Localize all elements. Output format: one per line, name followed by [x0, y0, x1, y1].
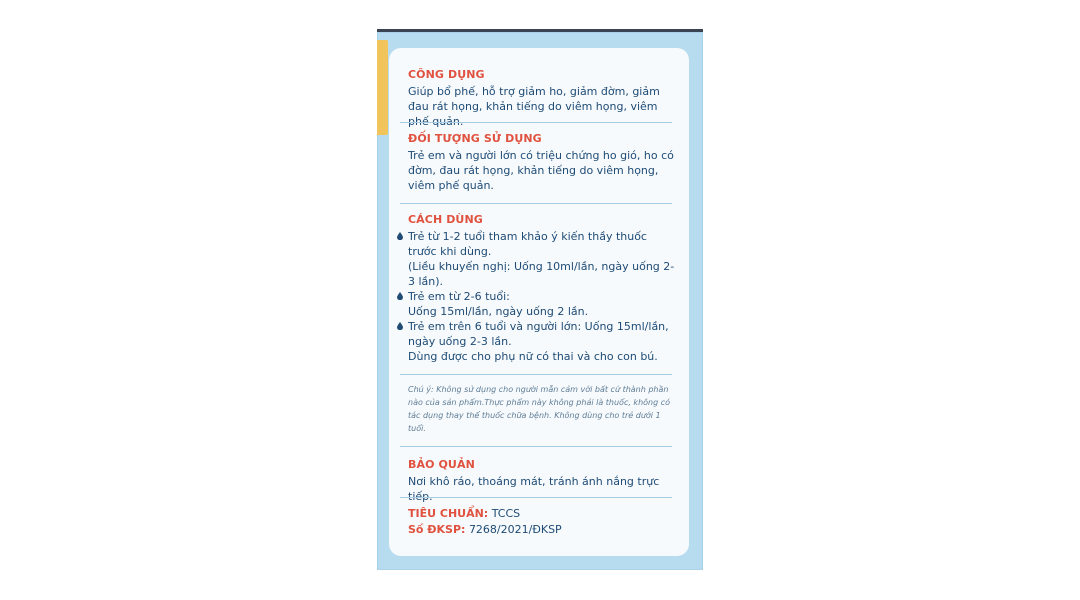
- water-drop-icon: [397, 292, 403, 300]
- uses-heading: CÔNG DỤNG: [408, 68, 485, 81]
- registration-value: 7268/2021/ĐKSP: [468, 523, 562, 536]
- spec-section: [408, 506, 676, 538]
- usage-item1-line1: Trẻ từ 1-2 tuổi tham khảo ý kiến thầy thuốc trước khi dùng.: [408, 230, 647, 258]
- water-drop-icon: [397, 322, 403, 330]
- registration-label: Số ĐKSP:: [408, 523, 466, 536]
- standard-line: [408, 506, 676, 522]
- usage-list: [408, 229, 676, 364]
- target-section: [408, 132, 676, 193]
- usage-item3-line1: Trẻ em trên 6 tuổi và người lớn: Uống 15ml/lần, ngày uống 2-3 lần.: [408, 320, 669, 348]
- divider: [400, 497, 672, 498]
- storage-heading: BẢO QUẢN: [408, 458, 475, 471]
- usage-item: [408, 289, 676, 319]
- caution-note: Chú ý: Không sử dụng cho người mẫn cảm với bất cứ thành phần nào của sản phẩm.Thực phẩm này không phải là thuốc, không có tác dụng thay thế thuốc chữa bệnh. Không dùng cho trẻ dưới 1 tuổi.: [408, 385, 671, 433]
- usage-item2-line2: Uống 15ml/lần, ngày uống 2 lần.: [408, 305, 589, 318]
- usage-heading: CÁCH DÙNG: [408, 213, 483, 226]
- registration-line: [408, 522, 676, 538]
- target-heading: ĐỐI TƯỢNG SỬ DỤNG: [408, 132, 542, 145]
- usage-item2-line1: Trẻ em từ 2-6 tuổi:: [408, 290, 510, 303]
- usage-item: [408, 229, 676, 289]
- divider: [400, 203, 672, 204]
- usage-item1-line2: (Liều khuyến nghị: Uống 10ml/lần, ngày uống 2-3 lần).: [408, 260, 675, 288]
- standard-label: TIÊU CHUẨN:: [408, 507, 489, 520]
- uses-section: [408, 68, 676, 129]
- uses-text: Giúp bổ phế, hỗ trợ giảm ho, giảm đờm, giảm đau rát họng, khản tiếng do viêm họng, viêm phế quản.: [408, 85, 660, 128]
- usage-item3-line2: Dùng được cho phụ nữ có thai và cho con bú.: [408, 350, 658, 363]
- standard-value: TCCS: [491, 507, 521, 520]
- divider: [400, 374, 672, 375]
- divider: [400, 446, 672, 447]
- divider: [400, 122, 672, 123]
- target-text: Trẻ em và người lớn có triệu chứng ho gió, ho có đờm, đau rát họng, khản tiếng do viêm họng, viêm phế quản.: [408, 149, 674, 192]
- usage-section: [408, 213, 676, 364]
- yellow-edge-strip: [377, 40, 388, 135]
- usage-item: [408, 319, 676, 364]
- storage-text: Nơi khô ráo, thoáng mát, tránh ánh nắng trực tiếp.: [408, 475, 660, 503]
- water-drop-icon: [397, 232, 403, 240]
